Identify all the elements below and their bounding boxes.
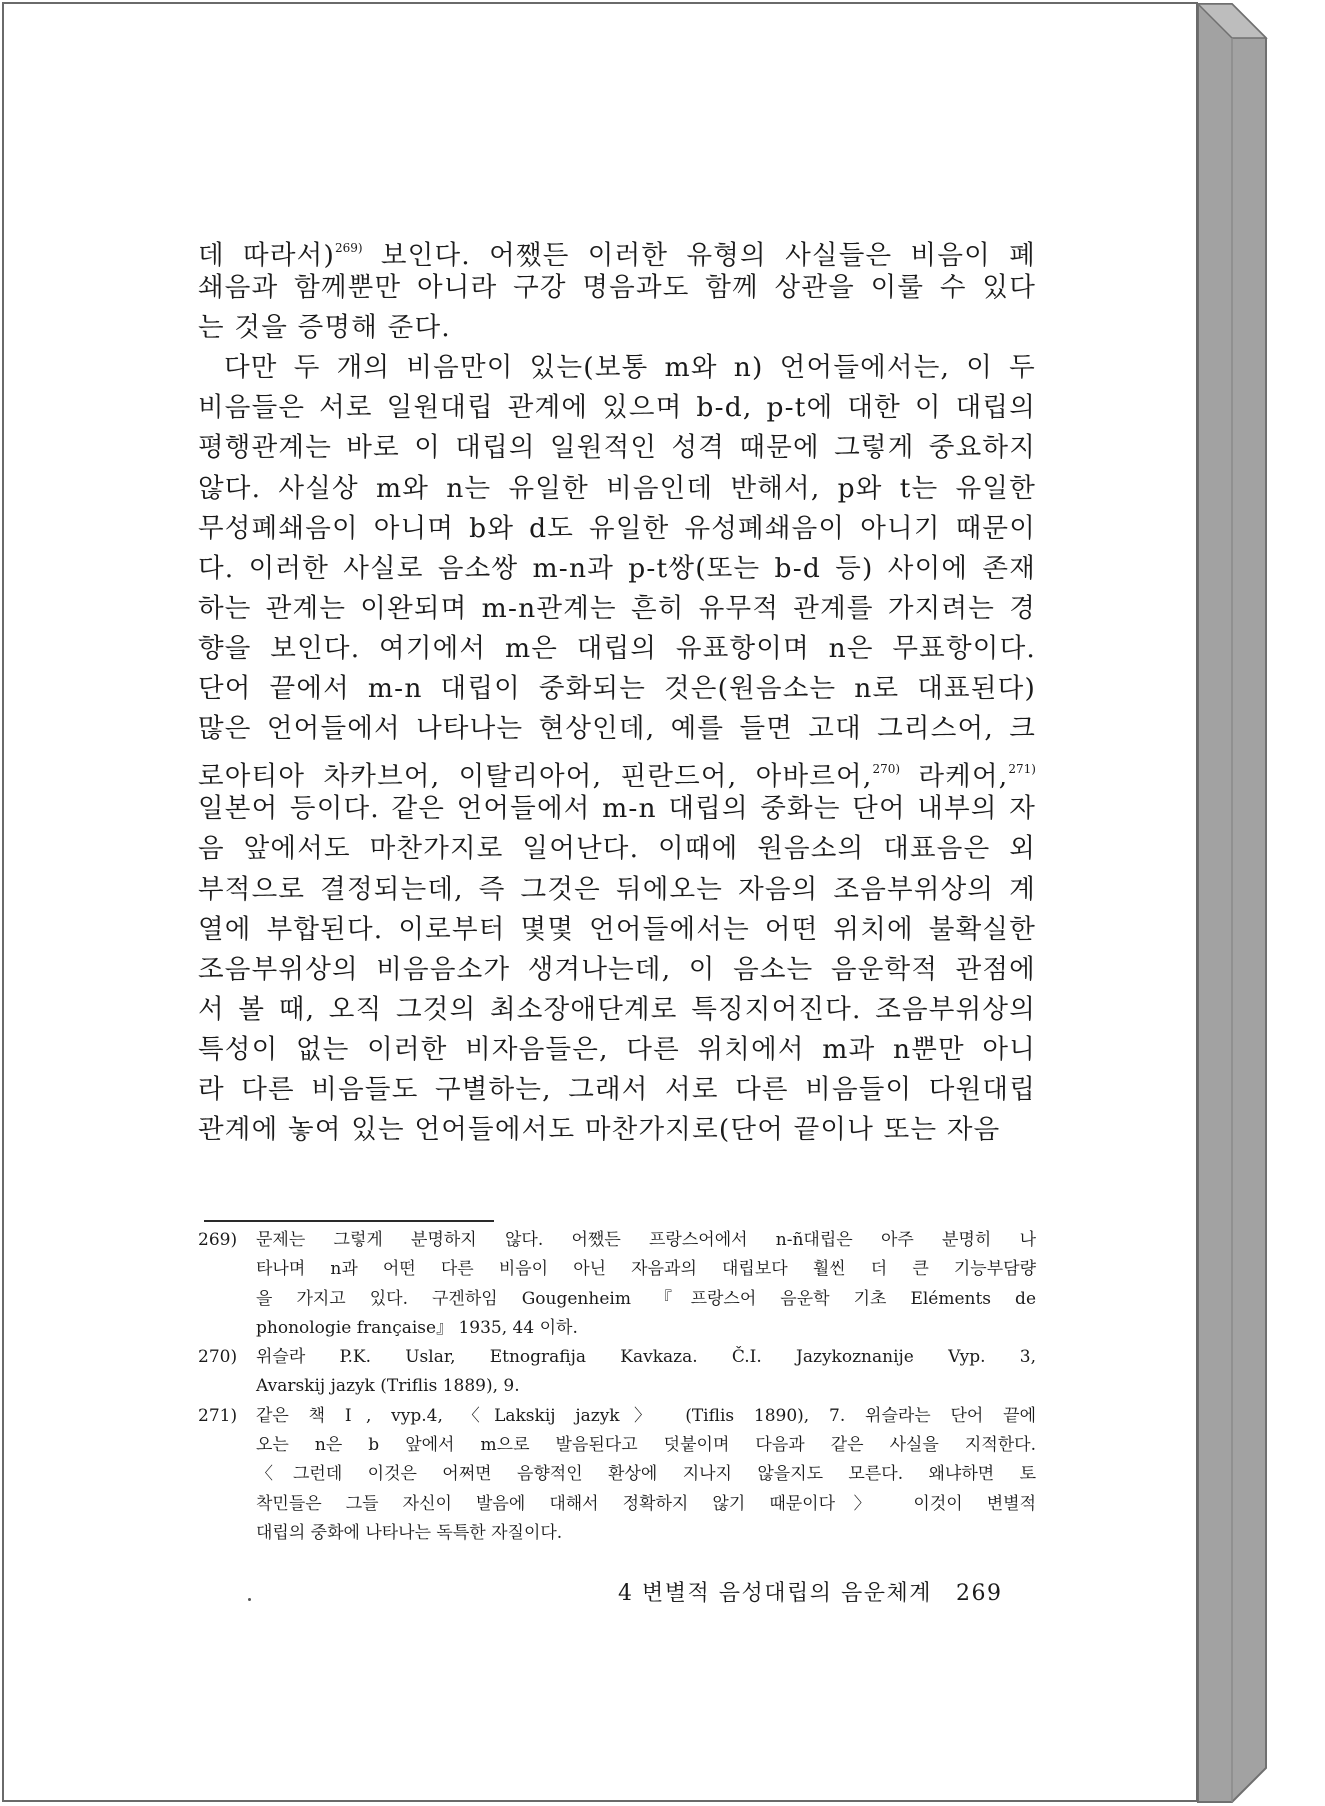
- body-line: 평행관계는 바로 이 대립의 일원적인 성격 때문에 그렇게 중요하지: [198, 432, 1036, 464]
- footnote-rule: [204, 1220, 494, 1222]
- footnote-text: [256, 1402, 1036, 1548]
- footnote-line: 문제는 그렇게 분명하지 않다. 어쨌든 프랑스어에서 n-ñ대립은 아주 분명히 나: [256, 1230, 1036, 1250]
- body-line: 는 것을 증명해 준다.: [198, 312, 451, 344]
- body-line: 쇄음과 함께뿐만 아니라 구강 명음과도 함께 상관을 이룰 수 있다: [198, 272, 1036, 304]
- body-line: 많은 언어들에서 나타나는 현상인데, 예를 들면 고대 그리스어, 크: [198, 713, 1036, 745]
- footnote-number: 271): [198, 1405, 238, 1426]
- footnote: [198, 1402, 1036, 1548]
- body-line: 라 다른 비음들도 구별하는, 그래서 서로 다른 비음들이 다원대립: [198, 1073, 1036, 1105]
- footnote-line: 위슬라 P.K. Uslar, Etnografija Kavkaza. Č.I. Jazykoznanije Vyp. 3,: [256, 1347, 1036, 1368]
- footnote-line: phonologie française』 1935, 44 이하.: [256, 1317, 578, 1338]
- body-line: 로아티아 차카브어, 이탈리아어, 핀란드어, 아바르어,$^{270)}$ 라케어,$^{271)}$: [198, 761, 1036, 793]
- footnote-line: 오는 n은 b 앞에서 m으로 발음된다고 덧붙이며 다음과 같은 사실을 지적한다.: [256, 1435, 1036, 1456]
- body-line: 열에 부합된다. 이로부터 몇몇 언어들에서는 어떤 위치에 불확실한: [198, 913, 1036, 945]
- body-line: 관계에 놓여 있는 언어들에서도 마찬가지로(단어 끝이나 또는 자음: [198, 1114, 1001, 1146]
- page-number: 269: [956, 1581, 1003, 1606]
- footnote-line: 을 가지고 있다. 구겐하임 Gougenheim 『프랑스어 음운학 기초 Eléments de: [256, 1288, 1036, 1309]
- footnote-number: 270): [198, 1347, 238, 1368]
- footnote-line: Avarskij jazyk (Triflis 1889), 9.: [256, 1376, 520, 1397]
- footnote-text: [256, 1343, 1036, 1402]
- footnote: [198, 1226, 1036, 1343]
- body-line: 조음부위상의 비음음소가 생겨나는데, 이 음소는 음운학적 관점에: [198, 953, 1036, 985]
- footnotes: [198, 1226, 1036, 1548]
- body-line: 무성폐쇄음이 아니며 b와 d도 유일한 유성폐쇄음이 아니기 때문이: [198, 512, 1036, 544]
- footnote: [198, 1343, 1036, 1402]
- footnote-number: 269): [198, 1230, 238, 1250]
- body-line: 단어 끝에서 m-n 대립이 중화되는 것은(원음소는 n로 대표된다): [198, 673, 1036, 705]
- body-line: 부적으로 결정되는데, 즉 그것은 뒤에오는 자음의 조음부위상의 계: [198, 873, 1036, 905]
- body-line: 향을 보인다. 여기에서 m은 대립의 유표항이며 n은 무표항이다.: [198, 632, 1036, 664]
- footnote-line: 같은 책 Ⅰ, vyp.4, 〈Lakskij jazyk〉 (Tiflis 1890), 7. 위슬라는 단어 끝에: [256, 1405, 1036, 1426]
- footnote-ref: 270): [872, 762, 901, 777]
- page-footer: [618, 1576, 1018, 1607]
- body-line: 다만 두 개의 비음만이 있는(보통 m와 n) 언어들에서는, 이 두: [224, 352, 1036, 384]
- body-line: 일본어 등이다. 같은 언어들에서 m-n 대립의 중화는 단어 내부의 자: [198, 793, 1036, 825]
- footnote-line: 〈그런데 이것은 어쩌면 음향적인 환상에 지나지 않을지도 모른다. 왜냐하면 토: [256, 1464, 1036, 1485]
- footnote-ref: 271): [1008, 762, 1036, 777]
- body-line: 음 앞에서도 마찬가지로 일어난다. 이때에 원음소의 대표음은 외: [198, 833, 1036, 865]
- body-line: 않다. 사실상 m와 n는 유일한 비음인데 반해서, p와 t는 유일한: [198, 472, 1036, 504]
- footnote-line: 착민들은 그들 자신이 발음에 대해서 정확하지 않기 때문이다〉 이것이 변별적: [256, 1493, 1036, 1514]
- running-title: 4 변별적 음성대립의 음운체계: [618, 1581, 933, 1606]
- body-line: 데 따라서)$^{269)}$ 보인다. 어쨌든 이러한 유형의 사실들은 비음이 폐: [198, 240, 1037, 271]
- body-line: 하는 관계는 이완되며 m-n관계는 흔히 유무적 관계를 가지려는 경: [198, 592, 1036, 624]
- footnote-text: [256, 1226, 1036, 1343]
- body-line: 다. 이러한 사실로 음소쌍 m-n과 p-t쌍(또는 b-d 등) 사이에 존재: [198, 552, 1036, 584]
- footnote-ref: 269): [335, 241, 363, 255]
- footnote-line: 대립의 중화에 나타나는 독특한 자질이다.: [256, 1522, 563, 1543]
- body-line: 비음들은 서로 일원대립 관계에 있으며 b-d, p-t에 대한 이 대립의: [198, 392, 1036, 424]
- footnote-line: 타나며 n과 어떤 다른 비음이 아닌 자음과의 대립보다 훨씬 더 큰 기능부담량: [256, 1259, 1036, 1280]
- body-line: 특성이 없는 이러한 비자음들은, 다른 위치에서 m과 n뿐만 아니: [198, 1033, 1036, 1065]
- body-line: 서 볼 때, 오직 그것의 최소장애단계로 특징지어진다. 조음부위상의: [198, 993, 1036, 1025]
- scan-speck: [248, 1598, 251, 1601]
- body-text: [198, 228, 1036, 1150]
